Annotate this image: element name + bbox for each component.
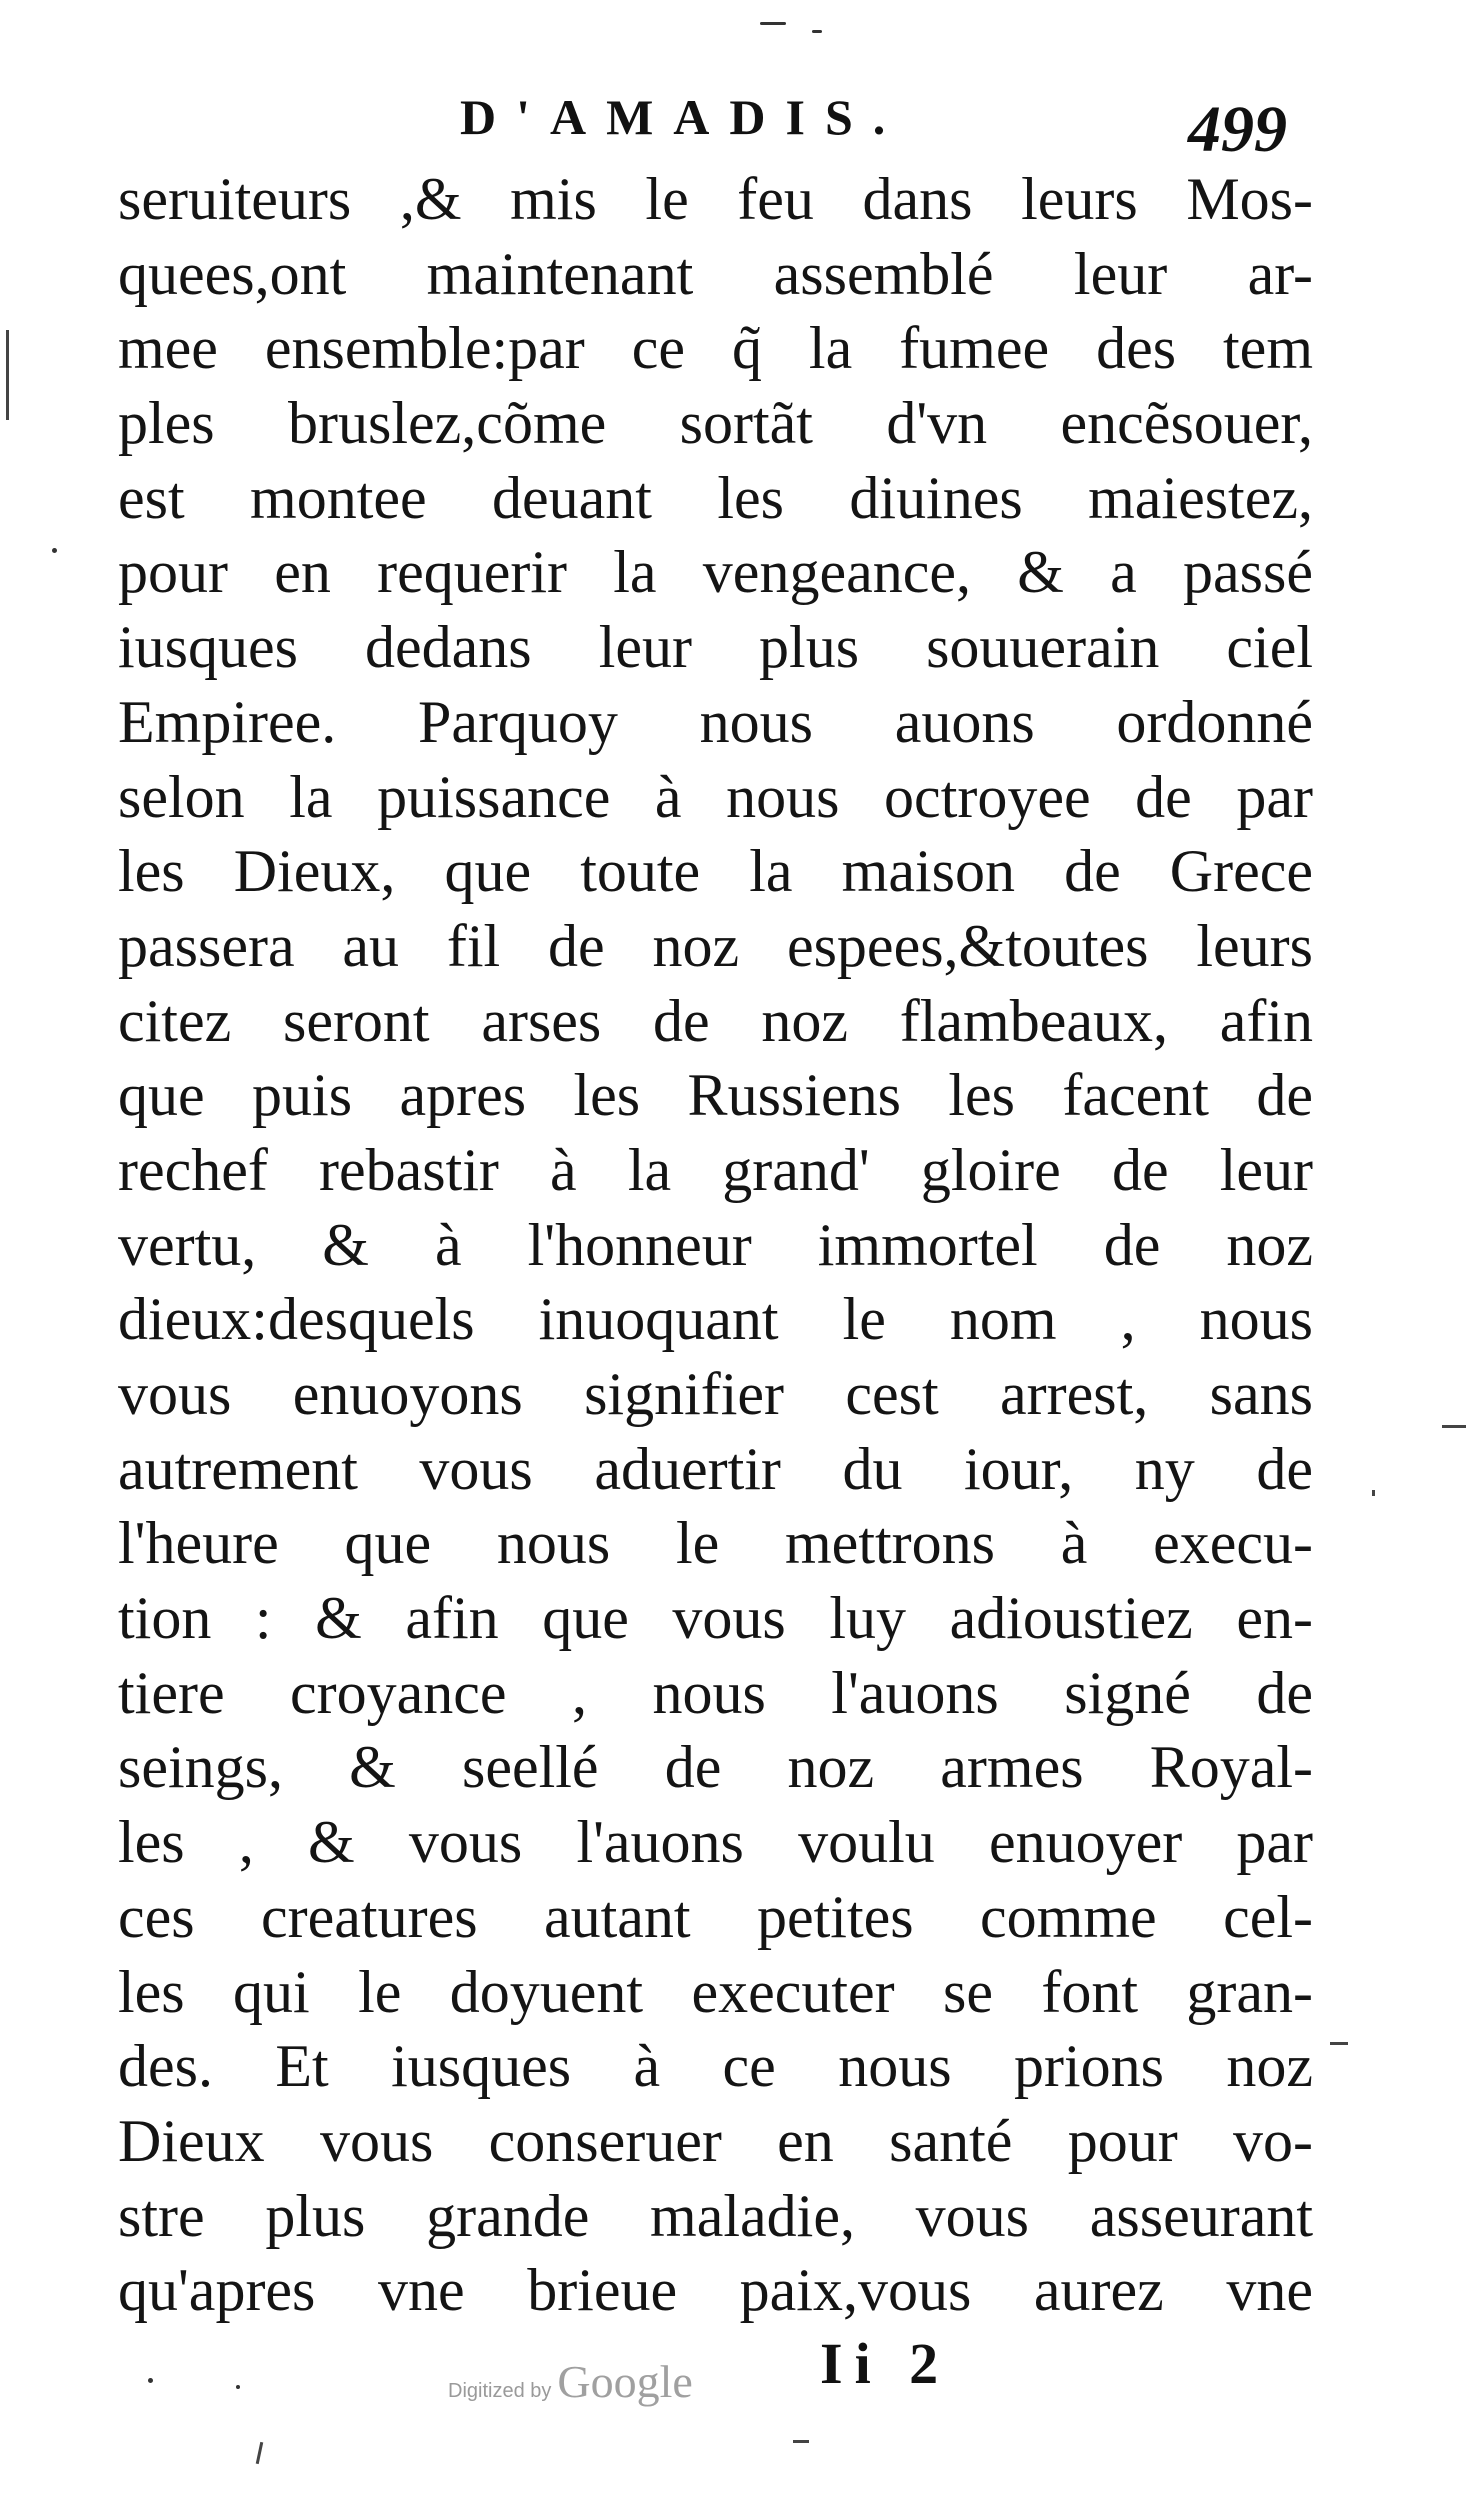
text-line: l'heure que nous le mettrons à execu- (118, 1510, 1313, 1577)
text-line: qu'apres vne brieue paix,vous aurez vne (118, 2257, 1313, 2324)
print-speck (236, 2385, 240, 2389)
text-line: Dieux vous conseruer en santé pour vo- (118, 2107, 1313, 2174)
text-line: vertu, & à l'honneur immortel de noz (118, 1211, 1313, 1278)
margin-mark (6, 330, 9, 420)
print-speck (148, 2378, 153, 2383)
text-line: stre plus grande maladie, vous asseurant (118, 2182, 1313, 2249)
digitizer-prefix: Digitized by (448, 2380, 552, 2402)
text-line: des. Et iusques à ce nous prions noz (118, 2033, 1313, 2100)
text-line: iusques dedans leur plus souuerain ciel (118, 614, 1313, 681)
text-line: dieux:desquels inuoquant le nom , nous (118, 1286, 1313, 1353)
text-line: est montee deuant les diuines maiestez, (118, 464, 1313, 531)
text-line: les , & vous l'auons voulu enuoyer par (118, 1809, 1313, 1876)
text-line: ces creatures autant petites comme cel- (118, 1883, 1313, 1950)
text-line: tion : & afin que vous luy adioustiez en- (118, 1585, 1313, 1652)
text-line: seings, & seellé de noz armes Royal- (118, 1734, 1313, 1801)
text-line: tiere croyance , nous l'auons signé de (118, 1659, 1313, 1726)
margin-mark (1442, 1425, 1466, 1428)
text-line: citez seront arses de noz flambeaux, afin (118, 987, 1313, 1054)
text-line: autrement vous aduertir du iour, ny de (118, 1435, 1313, 1502)
margin-mark (1372, 1490, 1375, 1496)
margin-mark (793, 2440, 809, 2443)
running-head: D'AMADIS. (460, 89, 906, 145)
text-line: vous enuoyons signifier cest arrest, sans (118, 1361, 1313, 1427)
digitizer-watermark (448, 2355, 693, 2408)
text-line: les qui le doyuent executer se font gran- (118, 1958, 1313, 2025)
print-speck (52, 548, 57, 553)
margin-mark (1330, 2042, 1348, 2045)
text-line: rechef rebastir à la grand' gloire de leur (118, 1136, 1313, 1203)
signature-mark: Ii 2 (820, 2331, 951, 2396)
text-line: que puis apres les Russiens les facent de (118, 1062, 1313, 1129)
text-line: seruiteurs ,& mis le feu dans leurs Mos- (118, 166, 1313, 232)
google-logo: Google (557, 2356, 693, 2407)
page-number: 499 (1188, 93, 1287, 166)
margin-mark (256, 2442, 264, 2464)
text-line: pour en requerir la vengeance, & a passé (118, 539, 1313, 606)
print-speck (760, 22, 786, 25)
text-line: selon la puissance à nous octroyee de par (118, 763, 1313, 830)
text-line: ples bruslez,cõme sortãt d'vn encẽsouer, (118, 390, 1313, 457)
text-line: mee ensemble:par ce q̃ la fumee des tem (118, 315, 1313, 382)
text-line: passera au fil de noz espees,&toutes leurs (118, 912, 1313, 979)
text-line: les Dieux, que toute la maison de Grece (118, 838, 1313, 905)
print-speck (812, 30, 822, 33)
text-line: quees,ont maintenant assemblé leur ar- (118, 240, 1313, 307)
text-line: Empiree. Parquoy nous auons ordonné (118, 688, 1313, 755)
body-text-block (118, 162, 1313, 2328)
